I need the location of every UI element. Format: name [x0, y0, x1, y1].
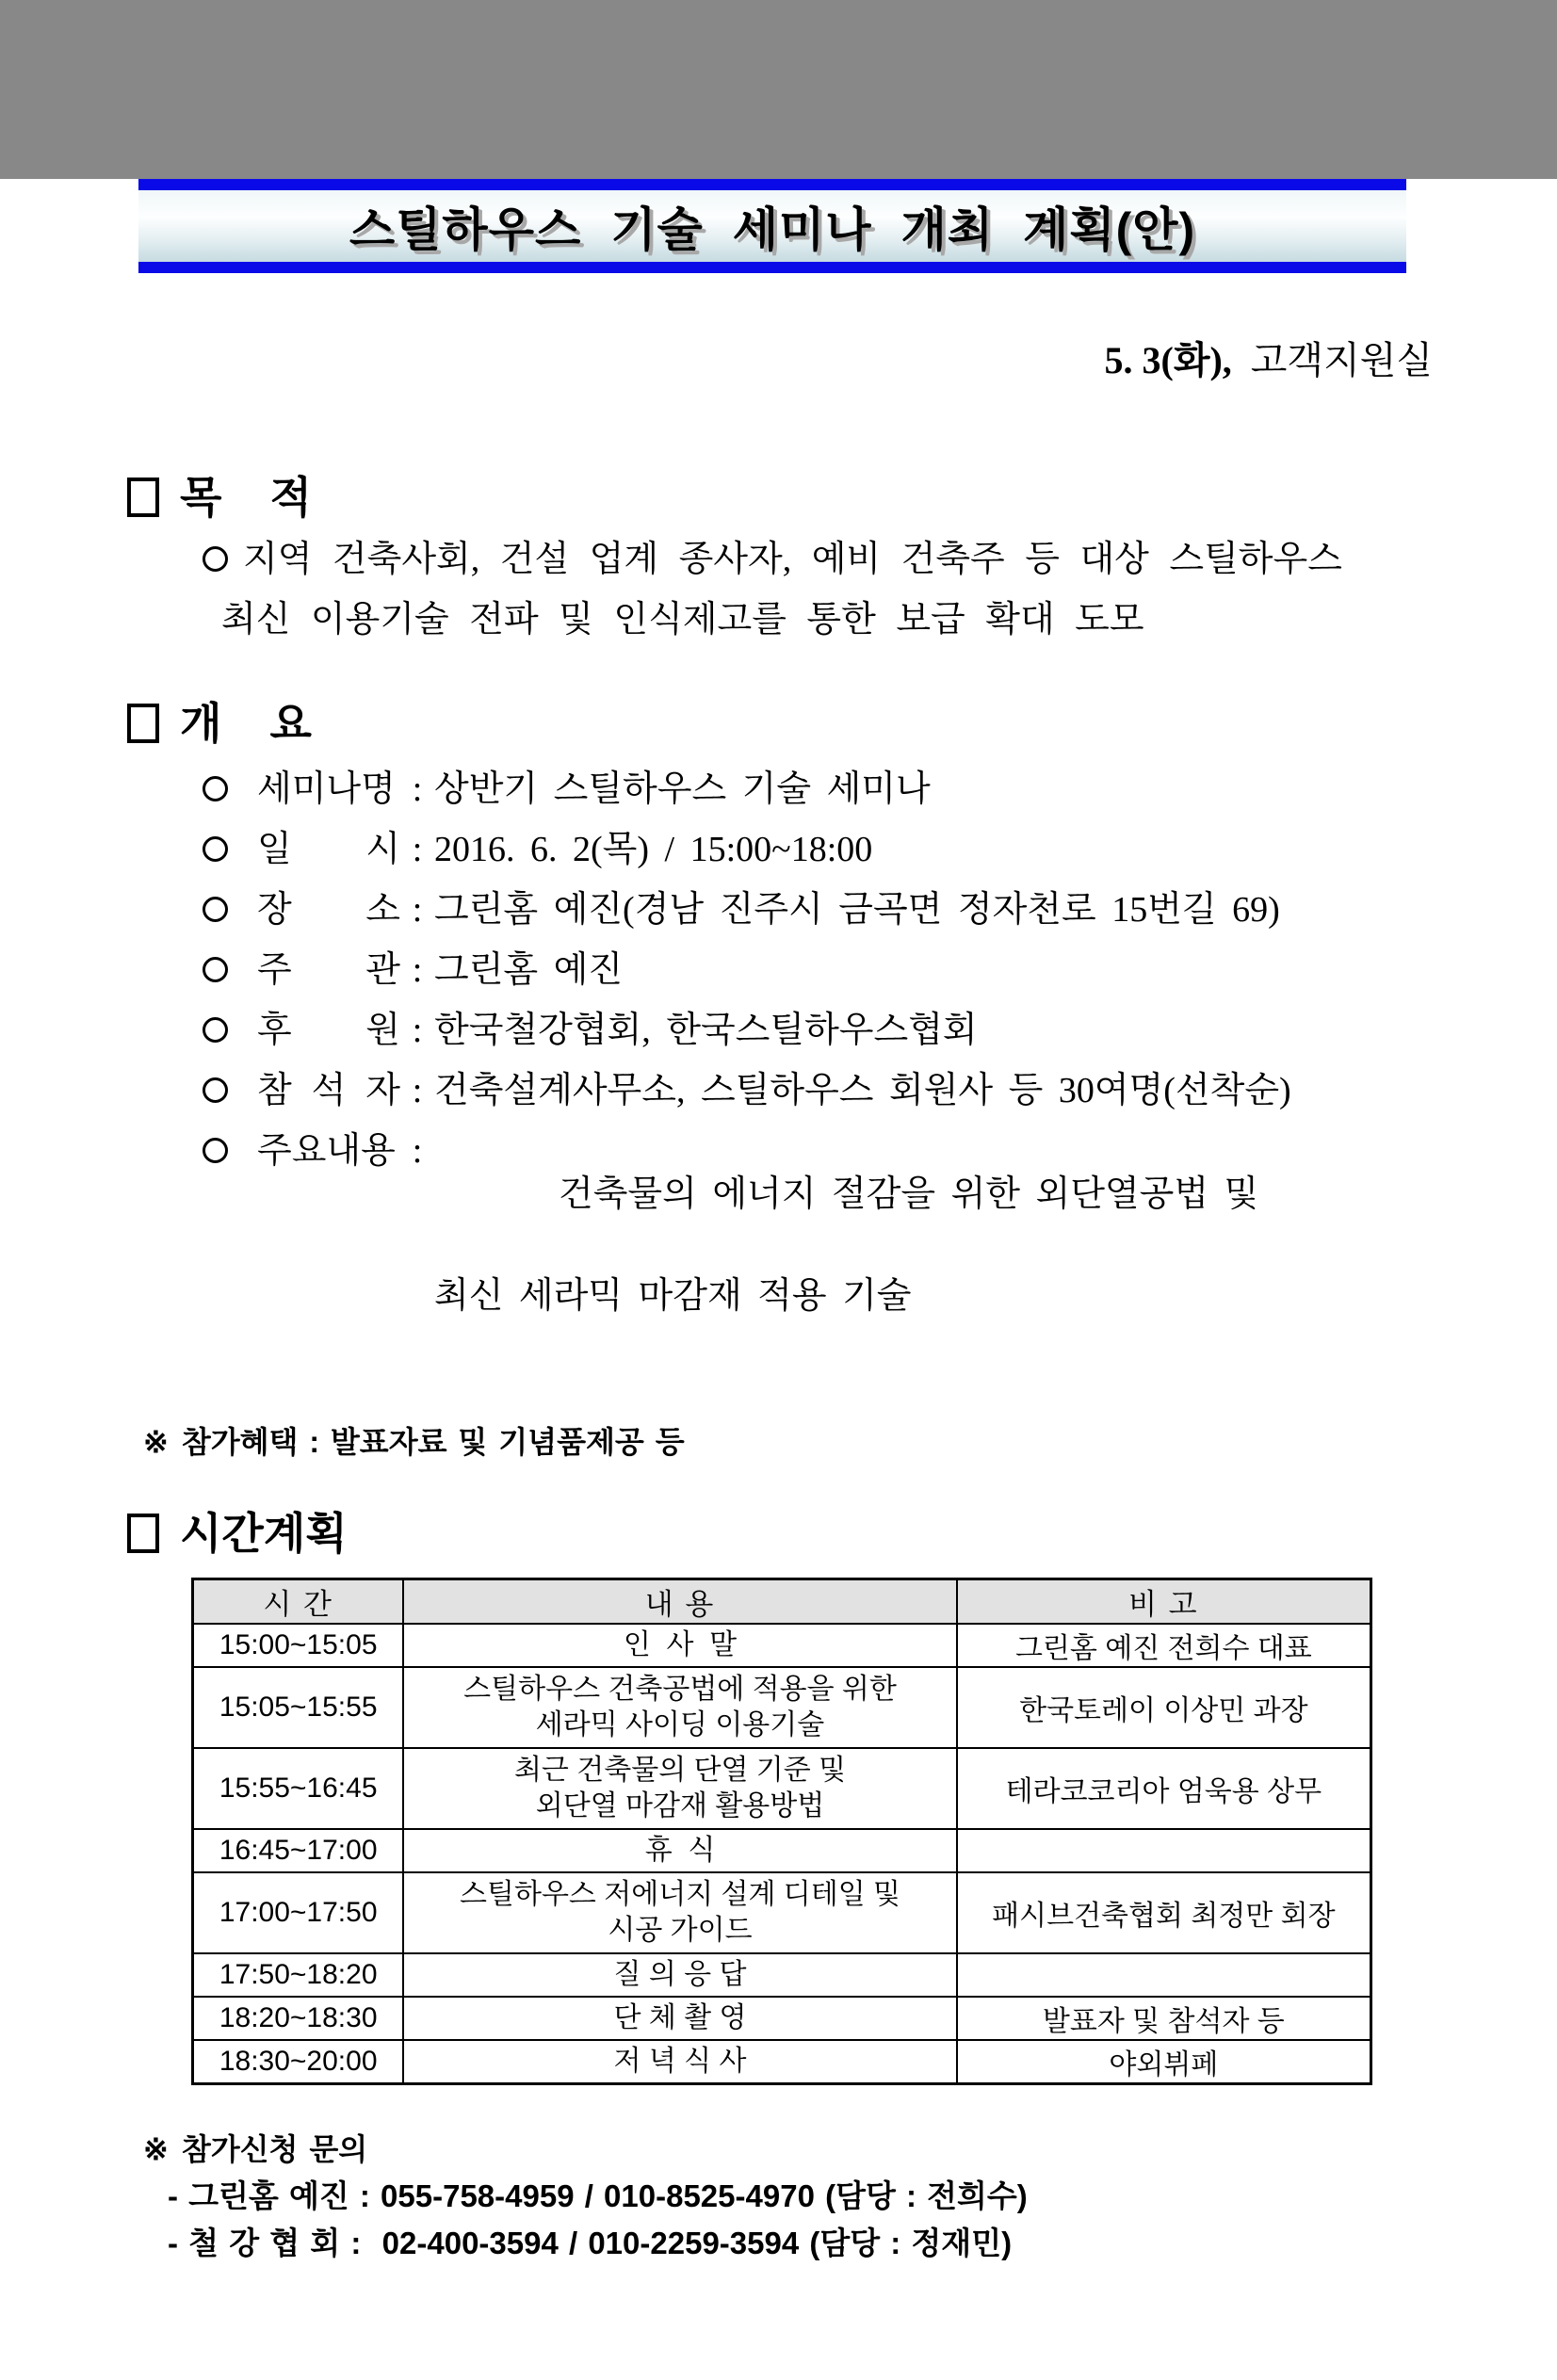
cell-note: 테라코코리아 엄욱용 상무	[957, 1748, 1371, 1829]
cell-time: 15:55~16:45	[193, 1748, 404, 1829]
item-colon: :	[412, 1071, 423, 1110]
table-row	[193, 1624, 1371, 1667]
cell-note	[957, 1953, 1371, 1997]
item-label: 장 소	[257, 890, 400, 930]
content-line-1: 인 사 말	[623, 1629, 738, 1660]
item-label: 참 석 자	[257, 1071, 400, 1110]
page-title: 스틸하우스 기술 세미나 개최 계획(안)	[349, 203, 1196, 256]
table-row	[193, 1997, 1371, 2040]
circle-bullet-icon	[203, 957, 228, 982]
item-colon: :	[412, 1011, 423, 1050]
cell-time: 18:20~18:30	[193, 1997, 404, 2040]
benefit-note	[143, 1421, 1557, 1463]
item-colon: :	[412, 769, 423, 809]
overview-heading	[127, 698, 1557, 749]
content-line-1: 스틸하우스 저에너지 설계 디테일 및	[460, 1879, 901, 1910]
benefit-note-text: 참가혜택 : 발표자료 및 기념품제공 등	[181, 1425, 685, 1459]
overview-item-place	[203, 888, 1557, 931]
item-value-line-2: 최신 세라믹 마감재 적용 기술	[434, 1276, 912, 1316]
document-page	[0, 179, 1557, 2380]
item-value: 한국철강협회, 한국스틸하우스협회	[434, 1011, 978, 1050]
item-colon: :	[412, 950, 423, 990]
content-line-1: 질 의 응 답	[613, 1959, 747, 1990]
table-row	[193, 1872, 1371, 1953]
cell-content	[403, 1997, 956, 2040]
cell-content	[403, 1953, 956, 1997]
purpose-line-1	[203, 538, 1557, 581]
cell-time: 17:50~18:20	[193, 1953, 404, 1997]
item-value: 그린홈 예진	[434, 950, 624, 990]
overview-heading-label: 개 요	[180, 699, 312, 748]
overview-item-attendees	[203, 1069, 1557, 1112]
overview-item-organizer	[203, 948, 1557, 992]
item-label: 세미나명	[257, 769, 396, 809]
item-value-line-1: 건축물의 에너지 절감을 위한 외단열공법 및	[559, 1174, 1259, 1214]
overview-item-sponsor	[203, 1009, 1557, 1052]
column-header-time: 시 간	[193, 1579, 404, 1625]
section-box-icon	[127, 704, 159, 743]
purpose-line-2	[221, 598, 1557, 641]
cell-note	[957, 1829, 1371, 1872]
date-text: 5. 3(화),	[1104, 339, 1232, 381]
item-value: 건축설계사무소, 스틸하우스 회원사 등 30여명(선착순)	[434, 1071, 1291, 1110]
item-label: 일 시	[257, 830, 400, 869]
item-label: 주 관	[257, 950, 400, 990]
overview-list	[0, 768, 1557, 1404]
contact-heading	[143, 2129, 1557, 2170]
purpose-line-1-text: 지역 건축사회, 건설 업계 종사자, 예비 건축주 등 대상 스틸하우스	[243, 540, 1342, 579]
cell-time: 17:00~17:50	[193, 1872, 404, 1953]
item-label: 주요내용	[257, 1131, 396, 1171]
cell-content	[403, 1748, 956, 1829]
reference-mark-icon: ※	[143, 1425, 169, 1459]
content-line-2: 세라믹 사이딩 이용기술	[535, 1709, 825, 1740]
purpose-heading-label: 목 적	[180, 473, 312, 522]
cell-note: 한국토레이 이상민 과장	[957, 1667, 1371, 1748]
section-box-icon	[127, 1514, 159, 1553]
cell-content	[403, 1624, 956, 1667]
table-header-row	[193, 1579, 1371, 1625]
table-row	[193, 1748, 1371, 1829]
cell-note: 발표자 및 참석자 등	[957, 1997, 1371, 2040]
cell-time: 15:05~15:55	[193, 1667, 404, 1748]
date-space	[1232, 339, 1251, 381]
section-box-icon	[127, 478, 159, 517]
circle-bullet-icon	[203, 776, 228, 801]
contact-heading-text: 참가신청 문의	[181, 2132, 368, 2166]
circle-bullet-icon	[203, 1017, 228, 1043]
overview-item-seminar-name	[203, 768, 1557, 811]
item-value: 그린홈 예진(경남 진주시 금곡면 정자천로 15번길 69)	[434, 890, 1280, 930]
purpose-line-2-text: 최신 이용기술 전파 및 인식제고를 통한 보급 확대 도모	[221, 600, 1144, 640]
table-row	[193, 1829, 1371, 1872]
content-line-1: 단 체 촬 영	[613, 2002, 747, 2033]
table-row	[193, 1953, 1371, 1997]
item-value	[434, 1129, 1557, 1404]
cell-note: 그린홈 예진 전희수 대표	[957, 1624, 1371, 1667]
circle-bullet-icon	[203, 1077, 228, 1103]
content-line-1: 휴 식	[644, 1835, 716, 1866]
cell-content	[403, 1829, 956, 1872]
column-header-note: 비 고	[957, 1579, 1371, 1625]
content-line-2: 외단열 마감재 활용방법	[535, 1790, 825, 1821]
content-line-2: 시공 가이드	[608, 1915, 753, 1946]
overview-item-datetime	[203, 828, 1557, 871]
purpose-heading	[127, 472, 1557, 523]
department-text: 고객지원실	[1250, 339, 1433, 381]
cell-note: 패시브건축협회 최정만 회장	[957, 1872, 1371, 1953]
content-line-1: 최근 건축물의 단열 기준 및	[513, 1755, 847, 1786]
circle-bullet-icon	[203, 546, 228, 572]
item-colon: :	[412, 890, 423, 930]
content-line-1: 스틸하우스 건축공법에 적용을 위한	[463, 1674, 897, 1705]
content-line-1: 저 녁 식 사	[613, 2046, 747, 2077]
overview-item-main-content	[203, 1129, 1557, 1404]
circle-bullet-icon	[203, 897, 228, 922]
contact-line-greenhome: - 그린홈 예진 : 055-758-4959 / 010-8525-4970 (담당 : 전희수)	[168, 2178, 1028, 2213]
table-row	[193, 2040, 1371, 2084]
title-banner	[138, 179, 1406, 273]
circle-bullet-icon	[203, 1138, 228, 1163]
cell-content	[403, 1667, 956, 1748]
schedule-heading	[127, 1508, 1557, 1559]
cell-time: 16:45~17:00	[193, 1829, 404, 1872]
item-colon: :	[412, 830, 423, 869]
item-colon: :	[412, 1131, 423, 1171]
cell-content	[403, 1872, 956, 1953]
cell-time: 15:00~15:05	[193, 1624, 404, 1667]
contact-line-steel-association: - 철 강 협 회 : 02-400-3594 / 010-2259-3594 (담당 : 정재민)	[168, 2226, 1013, 2260]
schedule-heading-label: 시간계획	[180, 1509, 348, 1558]
schedule-table	[191, 1578, 1372, 2085]
circle-bullet-icon	[203, 836, 228, 862]
cell-note: 야외뷔페	[957, 2040, 1371, 2084]
cell-time: 18:30~20:00	[193, 2040, 404, 2084]
cell-content	[403, 2040, 956, 2084]
item-label: 후 원	[257, 1011, 400, 1050]
item-value: 2016. 6. 2(목) / 15:00~18:00	[434, 830, 873, 869]
date-line	[0, 286, 1433, 429]
item-value: 상반기 스틸하우스 기술 세미나	[434, 769, 931, 809]
table-row	[193, 1667, 1371, 1748]
column-header-content: 내 용	[403, 1579, 956, 1625]
reference-mark-icon: ※	[143, 2132, 169, 2166]
